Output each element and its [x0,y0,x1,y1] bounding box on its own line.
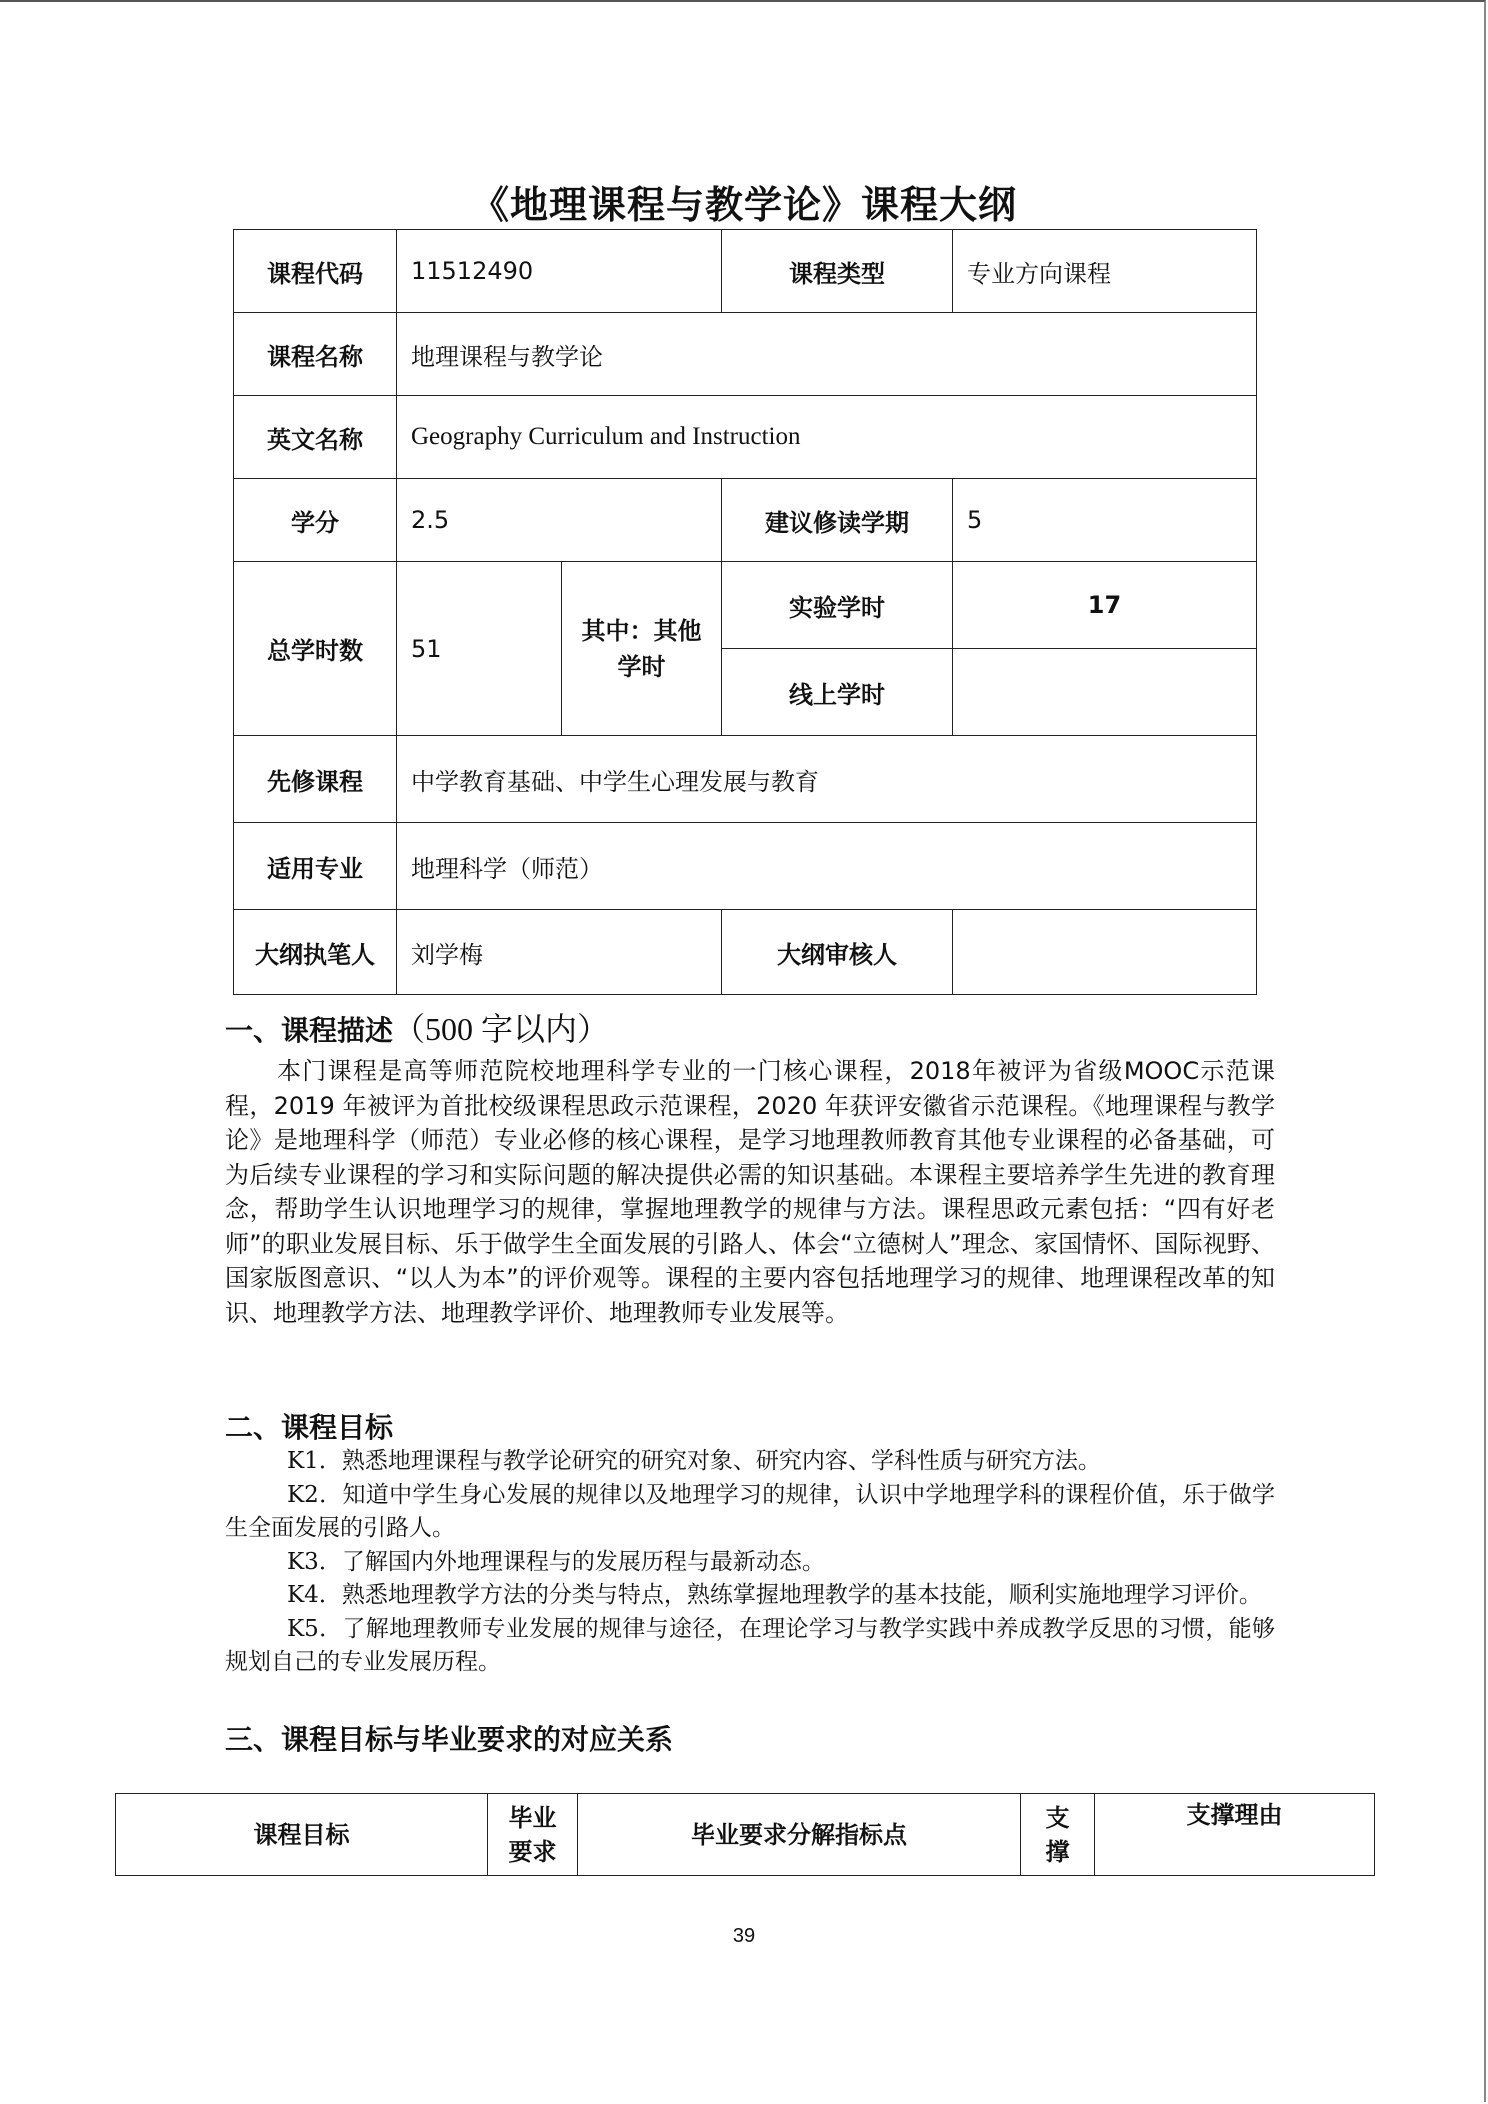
semester-label: 建议修读学期 [722,479,953,562]
online-hours-label: 线上学时 [722,649,953,736]
major-value: 地理科学（师范） [397,823,1257,910]
column-header-support: 支撑 [1021,1794,1095,1876]
course-type-label: 课程类型 [722,230,953,313]
author-value: 刘学梅 [397,910,722,995]
table-row [234,396,1257,479]
list-item: K3．了解国内外地理课程与的发展历程与最新动态。 [287,1548,825,1575]
course-goals-list [225,1445,1275,1680]
reviewer-value [953,910,1257,995]
goal-mapping-table [115,1793,1375,1876]
column-header-goal: 课程目标 [116,1794,488,1876]
section-heading-note: （500 字以内） [393,1011,610,1047]
course-code-value: 11512490 [397,230,722,313]
column-header-reason: 支撑理由 [1095,1794,1375,1876]
table-row [234,823,1257,910]
table-row [234,230,1257,313]
list-item: K5．了解地理教师专业发展的规律与途径，在理论学习与教学实践中养成教学反思的习惯，能够规划自己的专业发展历程。 [225,1615,1275,1675]
reviewer-label: 大纲审核人 [722,910,953,995]
table-header-row [116,1794,1375,1876]
course-type-value: 专业方向课程 [953,230,1257,313]
page-number: 39 [732,1925,756,1947]
english-name-value: Geography Curriculum and Instruction [397,396,1257,479]
other-hours-label: 其中：其他学时 [562,562,722,736]
author-label: 大纲执笔人 [234,910,397,995]
table-row [234,736,1257,823]
course-name-label: 课程名称 [234,313,397,396]
online-hours-value [953,649,1257,736]
section-heading-description [225,1009,609,1051]
prereq-value: 中学教育基础、中学生心理发展与教育 [397,736,1257,823]
list-item: K1．熟悉地理课程与教学论研究的研究对象、研究内容、学科性质与研究方法。 [287,1448,1101,1474]
total-hours-label: 总学时数 [234,562,397,736]
list-item: K4．熟悉地理教学方法的分类与特点，熟练掌握地理教学的基本技能，顺利实施地理学习评价。 [287,1582,1262,1608]
document-title: 《地理课程与教学论》课程大纲 [470,183,1017,227]
credits-label: 学分 [234,479,397,562]
column-header-indicator: 毕业要求分解指标点 [578,1794,1021,1876]
table-row [234,562,1257,649]
column-header-requirement: 毕业要求 [488,1794,578,1876]
total-hours-value: 51 [397,562,562,736]
credits-value: 2.5 [397,479,722,562]
lab-hours-label: 实验学时 [722,562,953,649]
table-row [234,313,1257,396]
prereq-label: 先修课程 [234,736,397,823]
list-item: K2．知道中学生身心发展的规律以及地理学习的规律，认识中学地理学科的课程价值，乐于做学生全面发展的引路人。 [225,1481,1275,1541]
section-heading-goals: 二、课程目标 [225,1411,394,1444]
lab-hours-value: 17 [953,562,1257,649]
english-name-label: 英文名称 [234,396,397,479]
course-info-table [233,229,1257,995]
course-code-label: 课程代码 [234,230,397,313]
table-row [234,910,1257,995]
course-description: 本门课程是高等师范院校地理科学专业的一门核心课程，2018年被评为省级MOOC示范课程，2019 年被评为首批校级课程思政示范课程，2020 年获评安徽省示范课程。《地理课程与教学论》是地理科学（师范）专业必修的核心课程，是学习地理教师教育其他专业课程的必备基础，可为后续专业课程的学习和实际问题的解决提供必需的知识基础。本课程主要培养学生先进的教育理念，帮助学生认识地理学习的规律，掌握地理教学的规律与方法。课程思政元素包括：“四有好老师”的职业发展目标、乐于做学生全面发展的引路人、体会“立德树人”理念、家国情怀、国际视野、国家版图意识、“以人为本”的评价观等。课程的主要内容包括地理学习的规律、地理课程改革的知识、地理教学方法、地理教学评价、地理教师专业发展等。 [225,1057,1275,1327]
section-heading-mapping: 三、课程目标与毕业要求的对应关系 [225,1723,674,1756]
course-name-value: 地理课程与教学论 [397,313,1257,396]
semester-value: 5 [953,479,1257,562]
table-row [234,479,1257,562]
major-label: 适用专业 [234,823,397,910]
section-heading-text: 一、课程描述 [225,1014,394,1047]
